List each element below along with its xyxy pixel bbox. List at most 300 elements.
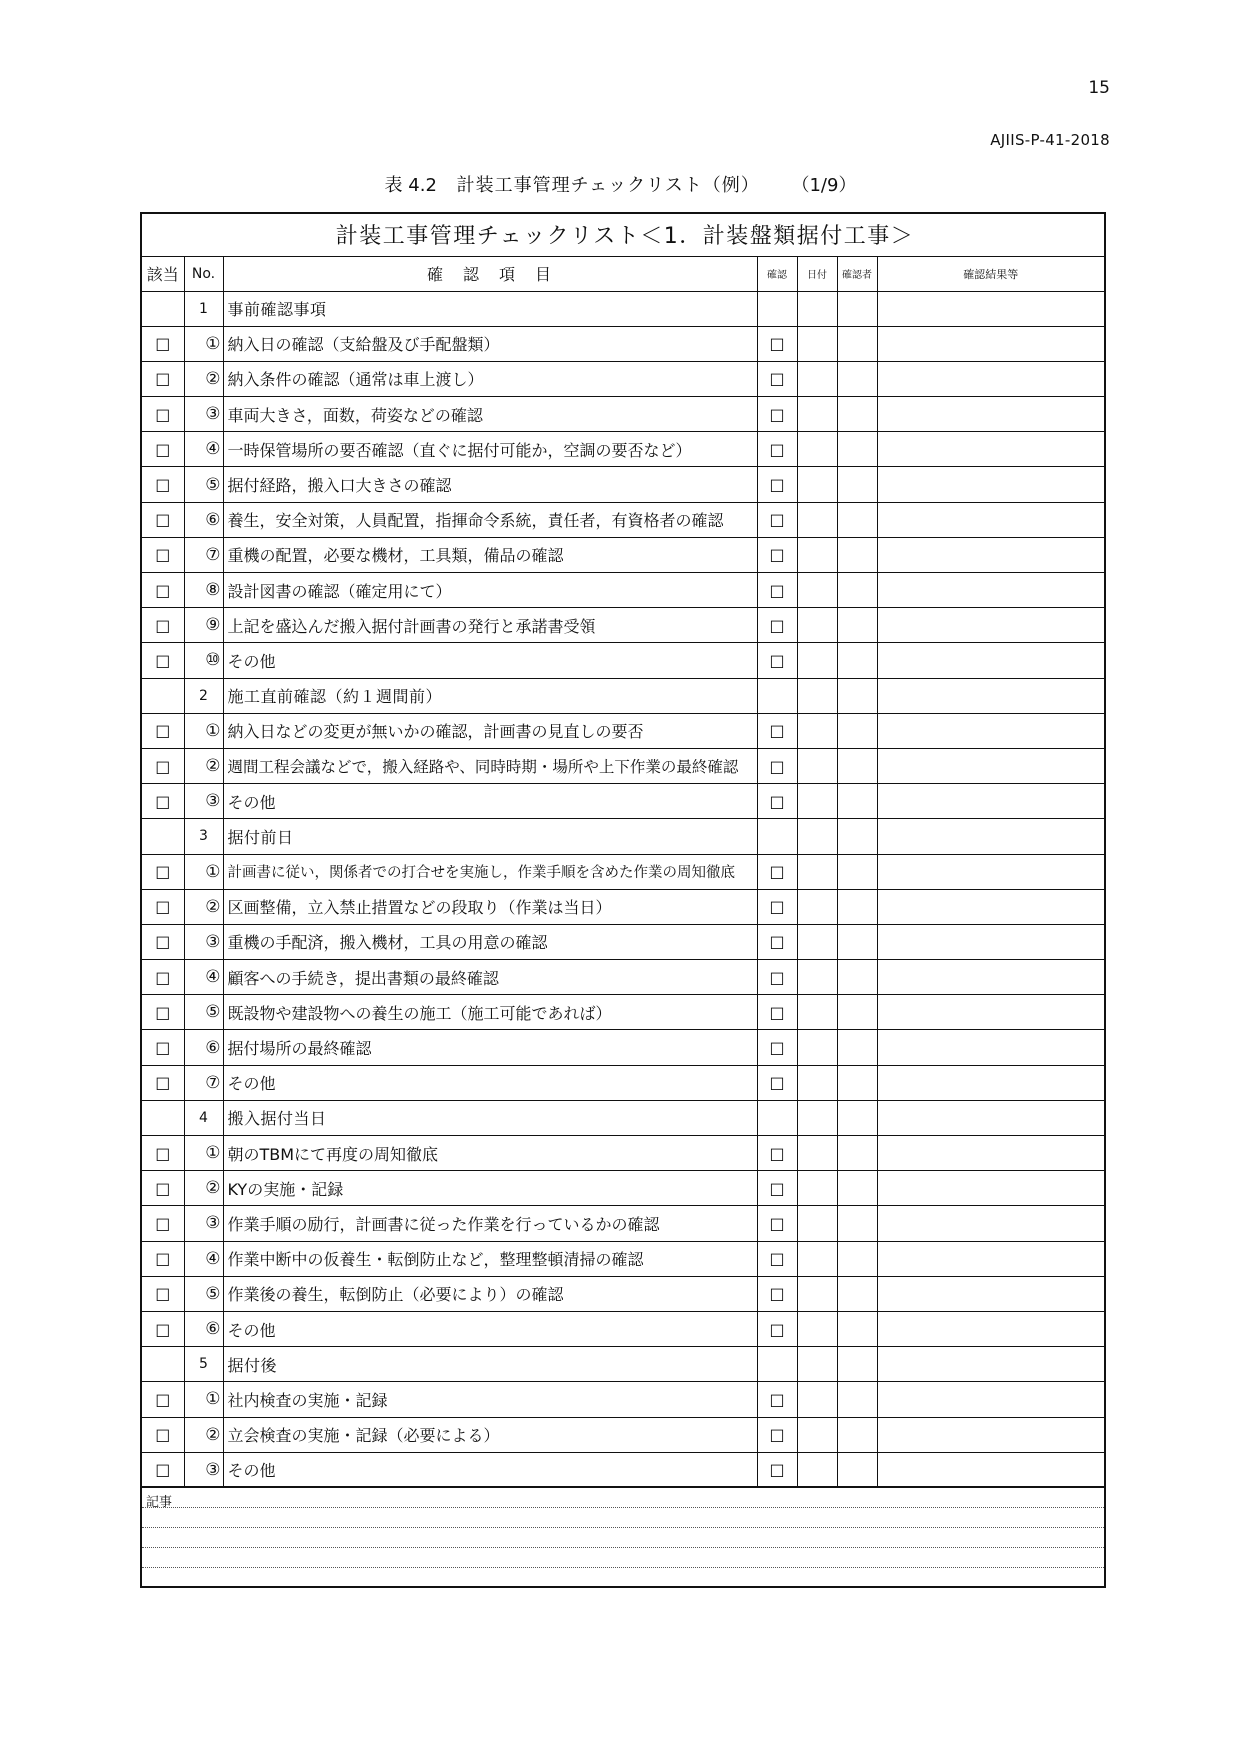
section-title: 施工直前確認（約１週間前） [227,687,443,707]
item-number: ⑤ [184,467,223,502]
applicable-cell [141,1171,184,1206]
result-cell [877,1382,1105,1417]
date-cell [797,1030,837,1065]
date-cell [797,432,837,467]
item-text: 作業手順の励行，計画書に従った作業を行っているかの確認 [227,1214,660,1234]
result-cell [877,397,1105,432]
section-title: 据付後 [227,1355,278,1375]
item-text-cell [223,1171,757,1206]
item-text: 重機の配置，必要な機材，工具類，備品の確認 [227,546,564,566]
item-text: 車両大きさ，面数，荷姿などの確認 [227,405,483,425]
applicable-checkbox: □ [155,334,171,354]
applicable-checkbox: □ [155,1002,171,1022]
confirmer-cell [837,397,877,432]
item-row [141,1241,1105,1276]
result-cell [877,748,1105,783]
confirmer-cell [837,1206,877,1241]
item-text-cell [223,1452,757,1487]
result-cell [877,960,1105,995]
confirm-cell [757,573,797,608]
item-text: 一時保管場所の要否確認（直ぐに据付可能か，空調の要否など） [227,440,692,460]
result-cell [877,502,1105,537]
item-text-cell [223,397,757,432]
item-row [141,432,1105,467]
item-number: ③ [184,924,223,959]
confirmer-cell [837,537,877,572]
item-row [141,1065,1105,1100]
item-text-cell [223,573,757,608]
applicable-checkbox: □ [155,721,171,741]
item-text: 計画書に従い，関係者での打合せを実施し，作業手順を含めた作業の周知徹底 [227,865,735,882]
applicable-cell [141,1100,184,1135]
confirm-checkbox: □ [769,1460,785,1480]
item-text: 既設物や建設物への養生の施工（施工可能であれば） [227,1003,612,1023]
header-confirmer: 確認者 [837,256,877,291]
item-text-cell [223,467,757,502]
item-text: 作業中断中の仮養生・転倒防止など，整理整頓清掃の確認 [227,1250,644,1270]
result-cell [877,924,1105,959]
applicable-cell [141,678,184,713]
applicable-cell [141,432,184,467]
confirm-checkbox: □ [769,932,785,952]
item-text: その他 [227,1320,276,1340]
item-text-cell [223,1030,757,1065]
caption-label: 表 4.2 [384,175,437,196]
item-text: その他 [227,1461,276,1481]
date-cell [797,1417,837,1452]
applicable-checkbox: □ [155,1249,171,1269]
section-title-cell [223,291,757,326]
header-date: 日付 [797,256,837,291]
notes-line [142,1547,1104,1548]
item-number: ⑤ [184,995,223,1030]
confirm-cell [757,960,797,995]
confirm-cell [757,291,797,326]
date-cell [797,361,837,396]
item-text-cell [223,924,757,959]
applicable-checkbox: □ [155,1073,171,1093]
section-title-cell [223,1100,757,1135]
result-cell [877,1241,1105,1276]
applicable-cell [141,326,184,361]
applicable-cell [141,1382,184,1417]
result-cell [877,1452,1105,1487]
item-row [141,1417,1105,1452]
date-cell [797,1171,837,1206]
item-row [141,713,1105,748]
confirm-cell [757,1241,797,1276]
item-text-cell [223,1136,757,1171]
applicable-checkbox: □ [155,369,171,389]
item-row [141,960,1105,995]
checklist-title-cell [141,213,1105,256]
item-text-cell [223,889,757,924]
confirm-checkbox: □ [769,1143,785,1163]
item-text-cell [223,1206,757,1241]
confirm-cell [757,397,797,432]
applicable-cell [141,748,184,783]
item-text-cell [223,995,757,1030]
confirmer-cell [837,1136,877,1171]
table-caption [0,171,1241,197]
applicable-cell [141,924,184,959]
section-row [141,819,1105,854]
item-text: その他 [227,1074,276,1094]
confirm-checkbox: □ [769,1389,785,1409]
item-row [141,1171,1105,1206]
confirm-cell [757,854,797,889]
date-cell [797,1100,837,1135]
confirm-checkbox: □ [769,334,785,354]
item-row [141,537,1105,572]
applicable-checkbox: □ [155,1389,171,1409]
item-text-cell [223,960,757,995]
confirmer-cell [837,326,877,361]
applicable-cell [141,854,184,889]
checklist-title-row [141,213,1105,256]
header-result: 確認結果等 [877,256,1105,291]
result-cell [877,1030,1105,1065]
result-cell [877,995,1105,1030]
item-row [141,1311,1105,1346]
confirm-cell [757,608,797,643]
confirm-cell [757,713,797,748]
confirmer-cell [837,432,877,467]
confirm-cell [757,467,797,502]
item-row [141,502,1105,537]
item-row [141,1030,1105,1065]
item-text-cell [223,1417,757,1452]
item-number: ③ [184,784,223,819]
confirm-checkbox: □ [769,967,785,987]
notes-line [142,1507,1104,1508]
item-row [141,326,1105,361]
confirmer-cell [837,960,877,995]
item-text-cell [223,713,757,748]
result-cell [877,819,1105,854]
item-number: ⑤ [184,1276,223,1311]
date-cell [797,1347,837,1382]
confirm-checkbox: □ [769,721,785,741]
header-item: 確 認 項 目 [223,256,757,291]
confirmer-cell [837,1171,877,1206]
applicable-cell [141,889,184,924]
result-cell [877,1311,1105,1346]
confirm-checkbox: □ [769,404,785,424]
confirm-cell [757,1136,797,1171]
header-confirm: 確認 [757,256,797,291]
confirm-cell [757,1452,797,1487]
applicable-checkbox: □ [155,615,171,635]
item-row [141,854,1105,889]
confirm-checkbox: □ [769,1249,785,1269]
result-cell [877,1347,1105,1382]
confirm-cell [757,1065,797,1100]
confirm-checkbox: □ [769,1284,785,1304]
section-title: 事前確認事項 [227,300,327,320]
applicable-checkbox: □ [155,650,171,670]
applicable-checkbox: □ [155,475,171,495]
confirm-cell [757,1100,797,1135]
section-title: 据付前日 [227,827,294,847]
date-cell [797,854,837,889]
confirmer-cell [837,361,877,396]
applicable-cell [141,1417,184,1452]
item-number: ① [184,326,223,361]
item-text: 社内検査の実施・記録 [227,1390,388,1410]
section-title-cell [223,1347,757,1382]
item-number: ② [184,361,223,396]
confirm-checkbox: □ [769,1319,785,1339]
applicable-checkbox: □ [155,1213,171,1233]
item-number: ⑥ [184,1030,223,1065]
date-cell [797,1136,837,1171]
applicable-checkbox: □ [155,862,171,882]
header-applicable: 該当 [141,256,184,291]
item-number: ④ [184,432,223,467]
applicable-cell [141,1136,184,1171]
item-text: 区画整備，立入禁止措置などの段取り（作業は当日） [227,898,612,918]
document-code: AJIIS-P-41-2018 [990,131,1110,149]
confirm-checkbox: □ [769,580,785,600]
result-cell [877,678,1105,713]
confirm-cell [757,924,797,959]
applicable-checkbox: □ [155,1038,171,1058]
date-cell [797,819,837,854]
item-row [141,1382,1105,1417]
confirmer-cell [837,1452,877,1487]
date-cell [797,1206,837,1241]
item-number: ① [184,713,223,748]
confirm-checkbox: □ [769,369,785,389]
item-text: その他 [227,792,276,812]
notes-line [142,1567,1104,1568]
item-row [141,397,1105,432]
confirmer-cell [837,643,877,678]
applicable-cell [141,467,184,502]
applicable-checkbox: □ [155,756,171,776]
date-cell [797,1276,837,1311]
confirmer-cell [837,467,877,502]
result-cell [877,1417,1105,1452]
result-cell [877,889,1105,924]
confirm-checkbox: □ [769,897,785,917]
confirm-cell [757,995,797,1030]
result-cell [877,854,1105,889]
confirmer-cell [837,678,877,713]
confirm-cell [757,748,797,783]
item-number: ④ [184,1241,223,1276]
result-cell [877,467,1105,502]
applicable-checkbox: □ [155,791,171,811]
item-number: ⑦ [184,1065,223,1100]
confirmer-cell [837,748,877,783]
confirmer-cell [837,573,877,608]
item-number: ① [184,854,223,889]
date-cell [797,537,837,572]
date-cell [797,467,837,502]
item-text-cell [223,643,757,678]
confirm-cell [757,502,797,537]
item-number: ① [184,1136,223,1171]
item-text-cell [223,608,757,643]
applicable-cell [141,713,184,748]
item-text: 作業後の養生，転倒防止（必要により）の確認 [227,1285,564,1305]
item-number: ③ [184,1206,223,1241]
confirm-cell [757,1347,797,1382]
confirm-cell [757,643,797,678]
page-number: 15 [1088,78,1110,98]
result-cell [877,1065,1105,1100]
confirm-cell [757,1382,797,1417]
date-cell [797,713,837,748]
confirmer-cell [837,608,877,643]
item-number: ⑩ [184,643,223,678]
date-cell [797,326,837,361]
item-row [141,1206,1105,1241]
applicable-checkbox: □ [155,1284,171,1304]
date-cell [797,502,837,537]
date-cell [797,291,837,326]
item-number: ② [184,889,223,924]
applicable-cell [141,995,184,1030]
section-title-cell [223,678,757,713]
item-text: 上記を盛込んだ搬入据付計画書の発行と承諾書受領 [227,616,596,636]
item-number: ② [184,1417,223,1452]
confirm-cell [757,1276,797,1311]
confirm-checkbox: □ [769,1002,785,1022]
applicable-cell [141,643,184,678]
confirmer-cell [837,1241,877,1276]
confirm-checkbox: □ [769,1073,785,1093]
section-title-cell [223,819,757,854]
result-cell [877,1136,1105,1171]
item-row [141,1276,1105,1311]
item-text: KYの実施・記録 [227,1179,344,1199]
item-text-cell [223,537,757,572]
item-row [141,748,1105,783]
applicable-checkbox: □ [155,439,171,459]
item-text: 設計図書の確認（確定用にて） [227,581,452,601]
item-row [141,608,1105,643]
applicable-cell [141,397,184,432]
result-cell [877,1100,1105,1135]
item-number: ⑥ [184,502,223,537]
item-number: ④ [184,960,223,995]
confirm-checkbox: □ [769,545,785,565]
item-number: ③ [184,1452,223,1487]
applicable-checkbox: □ [155,404,171,424]
applicable-checkbox: □ [155,1425,171,1445]
confirmer-cell [837,502,877,537]
checklist-table [140,212,1106,1588]
confirm-checkbox: □ [769,439,785,459]
confirm-checkbox: □ [769,615,785,635]
item-text-cell [223,748,757,783]
applicable-cell [141,960,184,995]
item-text-cell [223,432,757,467]
item-text: その他 [227,651,276,671]
date-cell [797,678,837,713]
confirmer-cell [837,291,877,326]
confirmer-cell [837,1030,877,1065]
confirm-checkbox: □ [769,510,785,530]
confirmer-cell [837,995,877,1030]
applicable-cell [141,361,184,396]
item-row [141,784,1105,819]
date-cell [797,924,837,959]
result-cell [877,573,1105,608]
item-row [141,361,1105,396]
confirmer-cell [837,854,877,889]
confirmer-cell [837,924,877,959]
result-cell [877,1171,1105,1206]
item-text: 朝のTBMにて再度の周知徹底 [227,1144,439,1164]
confirm-checkbox: □ [769,475,785,495]
confirmer-cell [837,1382,877,1417]
date-cell [797,1452,837,1487]
date-cell [797,960,837,995]
item-number: ③ [184,397,223,432]
date-cell [797,784,837,819]
confirm-checkbox: □ [769,650,785,670]
date-cell [797,643,837,678]
confirmer-cell [837,889,877,924]
applicable-checkbox: □ [155,510,171,530]
result-cell [877,608,1105,643]
result-cell [877,643,1105,678]
item-text: 据付場所の最終確認 [227,1039,372,1059]
item-number: ⑥ [184,1311,223,1346]
date-cell [797,1065,837,1100]
item-text: 養生，安全対策，人員配置，指揮命令系統，責任者，有資格者の確認 [227,511,724,531]
item-number: ⑧ [184,573,223,608]
applicable-cell [141,1276,184,1311]
header-no: No. [184,256,223,291]
item-text: 重機の手配済，搬入機材，工具の用意の確認 [227,933,548,953]
confirm-cell [757,537,797,572]
section-number: 1 [184,291,223,326]
item-text-cell [223,1382,757,1417]
item-text-cell [223,784,757,819]
applicable-checkbox: □ [155,1143,171,1163]
section-row [141,1100,1105,1135]
applicable-cell [141,573,184,608]
item-text: 納入日などの変更が無いかの確認，計画書の見直しの要否 [227,722,644,742]
applicable-cell [141,1065,184,1100]
item-text: 納入条件の確認（通常は車上渡し） [227,370,484,390]
date-cell [797,608,837,643]
applicable-cell [141,784,184,819]
confirmer-cell [837,1276,877,1311]
item-text-cell [223,502,757,537]
item-text: 立会検査の実施・記録（必要による） [227,1426,500,1446]
result-cell [877,432,1105,467]
applicable-checkbox: □ [155,1178,171,1198]
confirm-cell [757,432,797,467]
item-row [141,643,1105,678]
item-text-cell [223,1311,757,1346]
section-number: 2 [184,678,223,713]
confirm-checkbox: □ [769,1425,785,1445]
confirmer-cell [837,784,877,819]
item-row [141,467,1105,502]
result-cell [877,784,1105,819]
confirmer-cell [837,1347,877,1382]
notes-row [141,1487,1105,1587]
applicable-cell [141,819,184,854]
confirmer-cell [837,1417,877,1452]
